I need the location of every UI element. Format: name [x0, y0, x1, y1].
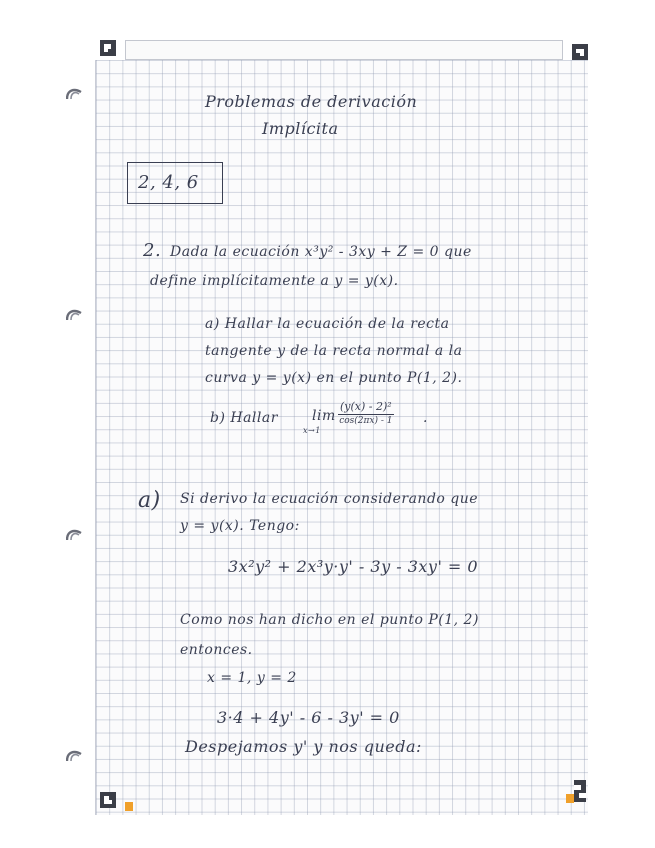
- notebook-corner-icon: [100, 792, 116, 808]
- substituted-equation: 3·4 + 4y' - 6 - 3y' = 0: [217, 708, 400, 727]
- problem-statement-line-1: Dada la ecuación x³y² - 3xy + Z = 0 que: [170, 244, 472, 260]
- solution-line-3: Como nos han dicho en el punto P(1, 2): [180, 612, 479, 628]
- part-b-numerator: (y(x) - 2)²: [340, 400, 392, 413]
- part-b-lim-subscript: x→1: [303, 426, 321, 435]
- part-a-line-1: a) Hallar la ecuación de la recta: [205, 316, 450, 332]
- title-line-2: Implícita: [262, 119, 339, 138]
- part-b-suffix: .: [423, 410, 428, 426]
- part-a-line-2: tangente y de la recta normal a la: [205, 343, 463, 359]
- solution-line-1: Si derivo la ecuación considerando que: [180, 491, 479, 507]
- derivative-equation: 3x²y² + 2x³y·y' - 3y - 3xy' = 0: [228, 557, 479, 576]
- orange-square-icon: [125, 802, 133, 811]
- title-line-1: Problemas de derivación: [205, 92, 418, 111]
- problem-number: 2.: [143, 240, 162, 261]
- problem-statement-line-2: define implícitamente a y = y(x).: [150, 273, 399, 289]
- point-values: x = 1, y = 2: [207, 670, 297, 686]
- header-bar: [125, 40, 563, 60]
- part-b-lim: lim: [312, 408, 336, 424]
- solution-line-5: Despejamos y' y nos queda:: [185, 737, 422, 756]
- notebook-corner-icon: [100, 40, 116, 56]
- part-b-denominator: cos(2πx) - 1: [339, 416, 393, 426]
- binder-ring-icon: [66, 749, 82, 763]
- notebook-corner-icon: [572, 44, 588, 60]
- exercise-numbers: 2, 4, 6: [138, 172, 199, 193]
- solution-line-4: entonces.: [180, 642, 253, 658]
- solution-label: a): [138, 488, 161, 513]
- part-b-fraction: [338, 400, 394, 426]
- orange-square-icon: [566, 794, 574, 803]
- part-a-line-3: curva y = y(x) en el punto P(1, 2).: [205, 370, 463, 386]
- part-b-prefix: b) Hallar: [210, 410, 278, 426]
- binder-ring-icon: [66, 87, 82, 101]
- notebook-corner-icon: [574, 780, 586, 802]
- binder-ring-icon: [66, 308, 82, 322]
- binder-ring-icon: [66, 528, 82, 542]
- solution-line-2: y = y(x). Tengo:: [180, 518, 300, 534]
